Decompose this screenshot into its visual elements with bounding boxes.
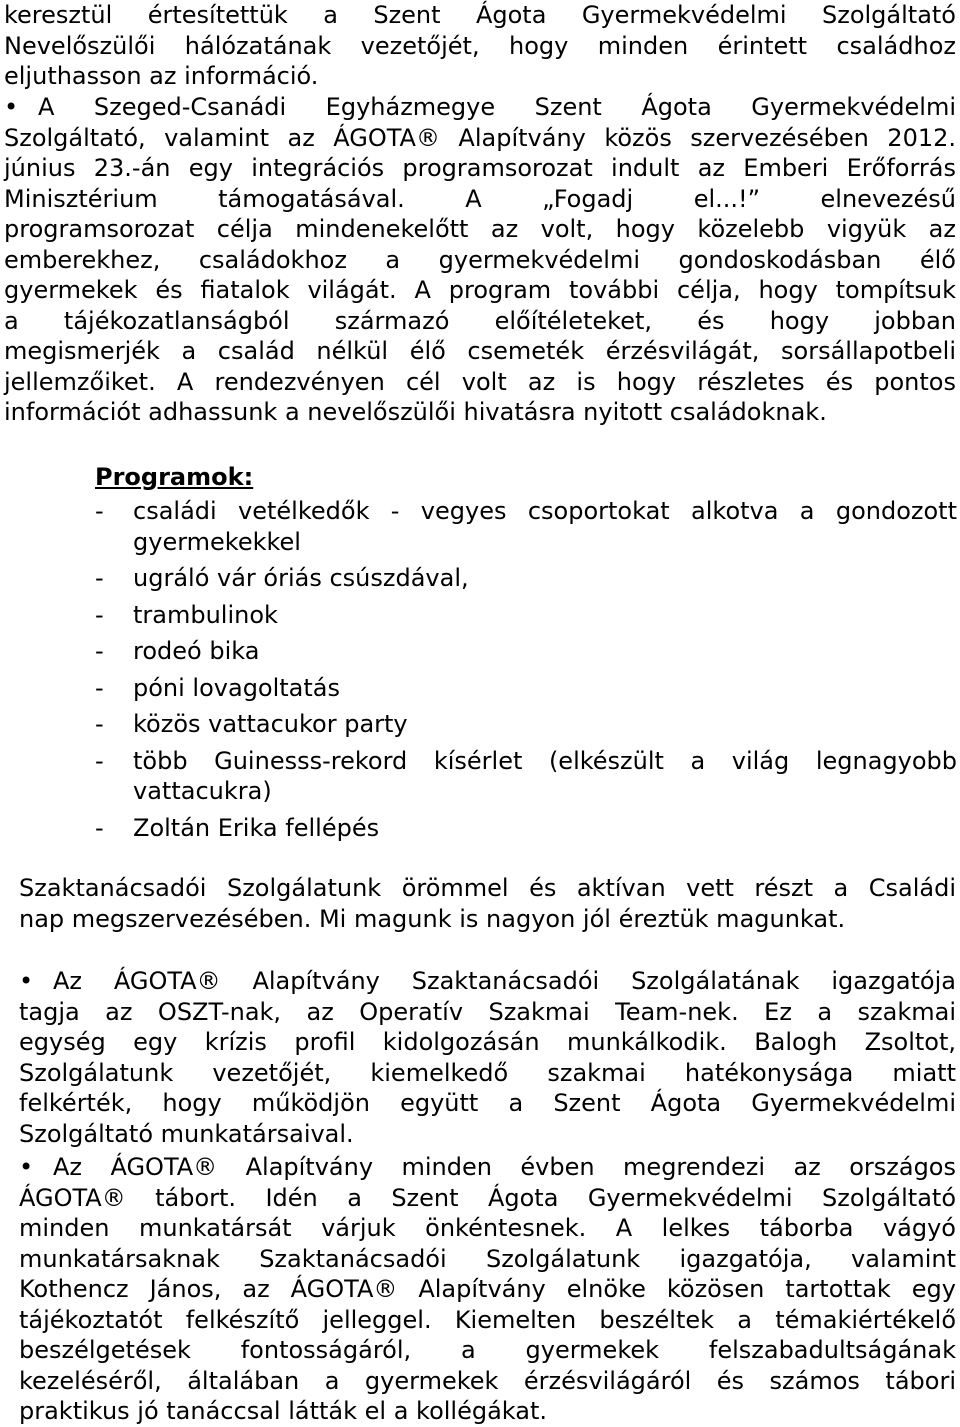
bullet-line-text: Az ÁGOTA® Alapítvány minden évben megrendezi az országos <box>53 1153 956 1181</box>
intro-line: keresztül értesítettük a Szent Ágota Gyermekvédelmi Szolgáltató <box>4 1 956 29</box>
bullet-line: beszélgetések fontosságáról, a gyermekek felszabadultságának <box>19 1336 956 1364</box>
closing-paragraph <box>19 873 956 934</box>
bullet-line: Kothencz János, az ÁGOTA® Alapítvány elnöke közösen tartottak egy <box>19 1275 956 1303</box>
bullet-icon: • <box>19 967 34 995</box>
bullet-line: kezeléséről, általában a gyermekek érzésvilágáról és számos tábori <box>19 1366 956 1395</box>
list-item-line: közös vattacukor party <box>133 710 408 738</box>
intro-line: Nevelőszülői hálózatának vezetőjét, hogy minden érintett családhoz <box>4 31 956 60</box>
bullet-line: tagja az OSZT-nak, az Operatív Szakmai Team-nek. Ez a szakmai <box>19 997 956 1026</box>
list-item <box>95 563 957 594</box>
bullet-line: információt adhassunk a nevelőszülői hivatásra nyitott családoknak. <box>4 398 827 426</box>
list-item-line: ugráló vár óriás csúszdával, <box>133 564 469 592</box>
list-item-line: több Guinesss-rekord kísérlet (elkészült a világ legnagyobb <box>133 746 957 775</box>
bullet-paragraph-2 <box>19 966 956 1149</box>
list-item <box>95 746 957 807</box>
bullet-line: Szolgálatunk vezetőjét, kiemelkedő szakmai hatékonysága miatt <box>19 1058 956 1087</box>
dash-marker: - <box>95 746 104 775</box>
closing-line: nap megszervezésében. Mi magunk is nagyon jól éreztük magunkat. <box>19 904 846 933</box>
list-item-line: vattacukra) <box>133 777 272 805</box>
bullet-line: megismerjék a család nélkül élő csemeték érzésvilágát, sorsállapotbeli <box>4 337 956 365</box>
list-item <box>95 496 957 557</box>
list-item-line: rodeó bika <box>133 637 260 665</box>
bullet-line-text: Az ÁGOTA® Alapítvány Szaktanácsadói Szolgálatának igazgatója <box>53 967 956 995</box>
bullet-line: Szolgáltató munkatársaival. <box>19 1119 354 1148</box>
bullet-line: programsorozat célja mindenekelőtt az volt, hogy közelebb vigyük az <box>4 215 956 243</box>
bullet-line: praktikus jó tanáccsal látták el a kollégákat. <box>19 1397 548 1425</box>
dash-marker: - <box>95 813 104 842</box>
programs-list <box>95 496 957 849</box>
bullet-first-line <box>19 966 956 997</box>
bullet-line: gyermekek és fiatalok világát. A program további célja, hogy tompítsuk <box>4 276 956 304</box>
dash-marker: - <box>95 600 104 629</box>
intro-line: eljuthasson az információ. <box>4 62 319 90</box>
programs-heading: Programok: <box>95 463 254 491</box>
list-item-line: trambulinok <box>133 600 278 629</box>
bullet-line: a tájékozatlanságból származó előítéleteket, és hogy jobban <box>4 306 956 335</box>
bullet-line-text: A Szeged-Csanádi Egyházmegye Szent Ágota Gyermekvédelmi <box>38 93 956 121</box>
bullet-line: június 23.-án egy integrációs programsorozat indult az Emberi Erőforrás <box>4 154 956 182</box>
list-item-line: Zoltán Erika fellépés <box>133 813 380 842</box>
bullet-icon: • <box>19 1153 34 1181</box>
bullet-line: Minisztérium támogatásával. A „Fogadj el...!” elnevezésű <box>4 184 956 213</box>
list-item <box>95 673 957 704</box>
bullet-paragraph-3 <box>19 1152 956 1427</box>
dash-marker: - <box>95 710 104 738</box>
bullet-line: munkatársaknak Szaktanácsadói Szolgálatunk igazgatója, valamint <box>19 1244 956 1273</box>
list-item-line: póni lovagoltatás <box>133 673 341 702</box>
list-item <box>95 813 957 844</box>
list-item-line: családi vetélkedők - vegyes csoportokat alkotva a gondozott <box>133 497 957 525</box>
dash-marker: - <box>95 637 104 665</box>
bullet-icon: • <box>4 93 19 121</box>
list-item <box>95 709 957 740</box>
bullet-line: felkérték, hogy működjön együtt a Szent Ágota Gyermekvédelmi <box>19 1089 956 1117</box>
bullet-line: jellemzőiket. A rendezvényen cél volt az is hogy részletes és pontos <box>4 367 956 396</box>
closing-line: Szaktanácsadói Szolgálatunk örömmel és aktívan vett részt a Családi <box>19 874 956 902</box>
bullet-line: Szolgáltató, valamint az ÁGOTA® Alapítvány közös szervezésében 2012. <box>4 123 956 152</box>
intro-paragraph <box>4 0 956 92</box>
bullet-line: ÁGOTA® tábort. Idén a Szent Ágota Gyermekvédelmi Szolgáltató <box>19 1183 956 1212</box>
list-item <box>95 636 957 667</box>
bullet-line: egység egy krízis profil kidolgozásán munkálkodik. Balogh Zsoltot, <box>19 1028 956 1056</box>
bullet-first-line <box>4 92 956 123</box>
dash-marker: - <box>95 564 104 592</box>
list-item <box>95 600 957 631</box>
bullet-line: emberekhez, családokhoz a gyermekvédelmi gondoskodásban élő <box>4 245 956 274</box>
bullet-first-line <box>19 1152 956 1183</box>
bullet-line: minden munkatársát várjuk önkéntesnek. A lelkes táborba vágyó <box>19 1214 956 1242</box>
bullet-line: tájékoztatót felkészítő jelleggel. Kiemelten beszéltek a témakiértékelő <box>19 1305 956 1334</box>
dash-marker: - <box>95 497 104 525</box>
dash-marker: - <box>95 673 104 702</box>
list-item-line: gyermekekkel <box>133 527 301 556</box>
bullet-paragraph-1 <box>4 92 956 428</box>
